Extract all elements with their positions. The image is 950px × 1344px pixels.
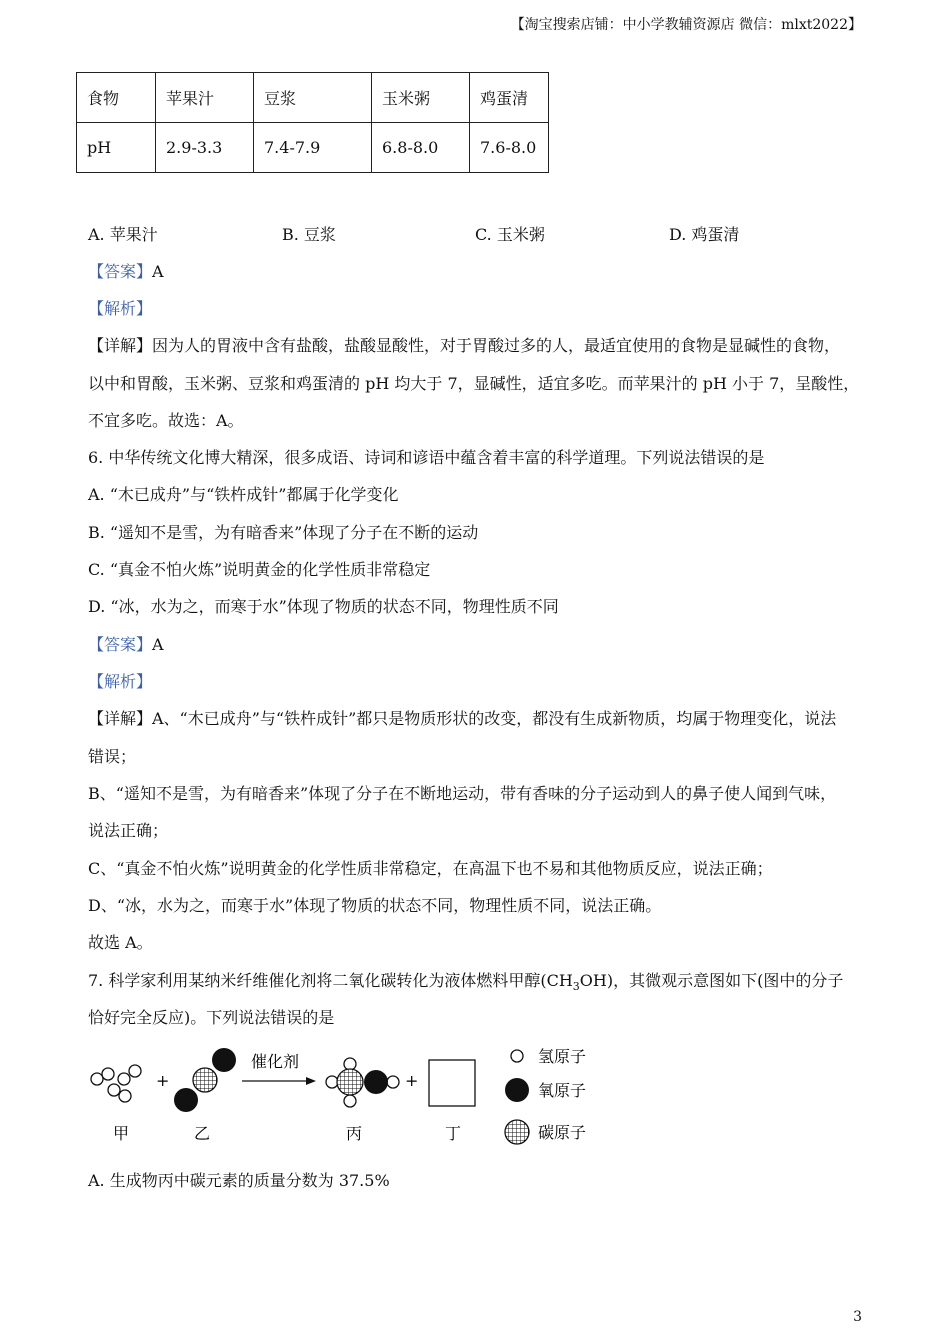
q5-option-b: B. 豆浆	[282, 225, 336, 244]
q5-option-d: D. 鸡蛋清	[669, 225, 740, 244]
q6-detail-line: 故选 A。	[88, 933, 153, 952]
table-row	[77, 123, 549, 173]
label-bing: 丙	[346, 1124, 363, 1143]
q5-detail-line: 不宜多吃。故选：A。	[88, 411, 244, 430]
answer-label: 【答案】	[88, 635, 153, 654]
q6-option-c: C. “真金不怕火炼”说明黄金的化学性质非常稳定	[88, 560, 431, 579]
q5-analysis-label: 【解析】	[88, 299, 153, 318]
hydrogen-atom-icon	[511, 1050, 523, 1062]
q6-detail-line: C、“真金不怕火炼”说明黄金的化学性质非常稳定，在高温下也不易和其他物质反应，说法正确；	[88, 859, 773, 878]
table-cell: 豆浆	[254, 73, 372, 123]
q5-detail-line: 以中和胃酸，玉米粥、豆浆和鸡蛋清的 pH 均大于 7，显碱性，适宜多吃。而苹果汁的 pH 小于 7，呈酸性，	[88, 374, 860, 393]
table-cell: 苹果汁	[156, 73, 254, 123]
table-cell: 2.9-3.3	[156, 123, 254, 173]
q6-stem: 6. 中华传统文化博大精深，很多成语、诗词和谚语中蕴含着丰富的科学道理。下列说法错误的是	[88, 448, 765, 467]
q5-answer	[88, 259, 164, 282]
table-header-row	[77, 73, 549, 123]
answer-value: A	[152, 262, 164, 281]
table-cell: 玉米粥	[372, 73, 470, 123]
plus-sign: +	[156, 1071, 170, 1090]
q6-detail-line: B、“遥知不是雪，为有暗香来”体现了分子在不断地运动，带有香味的分子运动到人的鼻子使人闻到气味，	[88, 784, 837, 803]
reaction-diagram	[80, 1040, 600, 1152]
table-cell: 7.6-8.0	[470, 123, 549, 173]
q6-option-b: B. “遥知不是雪，为有暗香来”体现了分子在不断的运动	[88, 523, 479, 542]
unknown-product-box	[429, 1060, 475, 1106]
table-cell: 6.8-8.0	[372, 123, 470, 173]
stem-text: 7. 科学家利用某纳米纤维催化剂将二氧化碳转化为液体燃料甲醇(CH	[88, 971, 573, 990]
q7-stem-line1	[88, 968, 843, 993]
methanol-molecule	[326, 1058, 399, 1107]
q6-option-a: A. “木已成舟”与“铁杵成针”都属于化学变化	[88, 485, 399, 504]
hydrogen-molecules	[91, 1065, 141, 1102]
q6-detail-line: 【详解】A、“木已成舟”与“铁杵成针”都只是物质形状的改变，都没有生成新物质，均属于物理变化，说法	[88, 709, 837, 728]
stem-text: OH)，其微观示意图如下(图中的分子	[579, 971, 844, 990]
legend-hydrogen: 氢原子	[538, 1047, 587, 1066]
q5-option-c: C. 玉米粥	[475, 225, 545, 244]
table-cell: 7.4-7.9	[254, 123, 372, 173]
answer-label: 【答案】	[88, 262, 153, 281]
label-ding: 丁	[445, 1124, 462, 1143]
q5-detail-line: 【详解】因为人的胃液中含有盐酸，盐酸显酸性，对于胃酸过多的人，最适宜使用的食物是显碱性的食物，	[88, 336, 841, 355]
ph-table	[76, 72, 549, 173]
legend-carbon: 碳原子	[538, 1123, 587, 1142]
answer-value: A	[152, 635, 164, 654]
q6-detail-line: D、“冰，水为之，而寒于水”体现了物质的状态不同，物理性质不同，说法正确。	[88, 896, 662, 915]
q5-option-a: A. 苹果汁	[88, 225, 158, 244]
subscript: 3	[572, 980, 580, 994]
carbon-atom-icon	[505, 1120, 529, 1144]
legend	[505, 1047, 586, 1144]
q6-detail-line: 错误；	[88, 747, 137, 766]
q6-detail-line: 说法正确；	[88, 821, 169, 840]
oxygen-atom-icon	[505, 1078, 529, 1102]
q6-answer	[88, 632, 164, 655]
plus-sign: +	[405, 1071, 419, 1090]
label-jia: 甲	[113, 1124, 130, 1143]
arrow-head	[306, 1077, 316, 1085]
table-cell: 鸡蛋清	[470, 73, 549, 123]
catalyst-label: 催化剂	[251, 1052, 300, 1071]
q7-stem-line2: 恰好完全反应)。下列说法错误的是	[88, 1008, 335, 1027]
co2-molecule	[174, 1048, 236, 1112]
table-cell: pH	[77, 123, 156, 173]
q6-option-d: D. “冰，水为之，而寒于水”体现了物质的状态不同，物理性质不同	[88, 597, 559, 616]
q7-option-a: A. 生成物丙中碳元素的质量分数为 37.5%	[88, 1171, 390, 1190]
page-number: 3	[853, 1309, 862, 1325]
page-header: 【淘宝搜索店铺：中小学教辅资源店 微信：mlxt2022】	[510, 17, 862, 33]
label-yi: 乙	[194, 1124, 211, 1143]
table-cell: 食物	[77, 73, 156, 123]
legend-oxygen: 氧原子	[538, 1081, 587, 1100]
q6-analysis-label: 【解析】	[88, 672, 153, 691]
